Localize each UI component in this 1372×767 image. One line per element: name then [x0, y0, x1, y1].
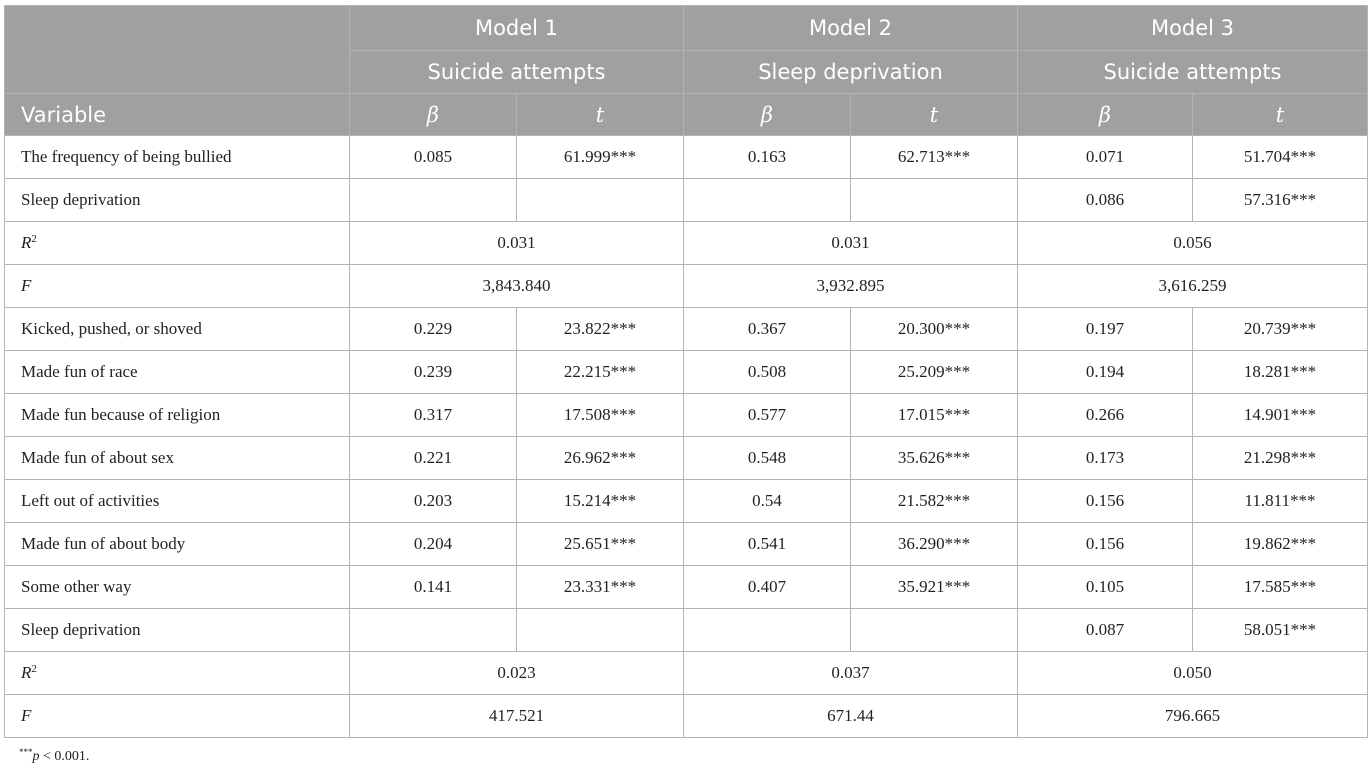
- table-row: [5, 695, 1368, 738]
- table-row: [5, 222, 1368, 265]
- model-1-beta-value: 0.221: [350, 437, 517, 480]
- model-2-stat-value: 0.031: [684, 222, 1018, 265]
- model-2-stat-value: 3,932.895: [684, 265, 1018, 308]
- model-3-beta-value: 0.087: [1018, 609, 1193, 652]
- model-2-t-value: [851, 179, 1018, 222]
- model-3-stat-value: 3,616.259: [1018, 265, 1368, 308]
- model-1-beta-value: 0.141: [350, 566, 517, 609]
- table-row: [5, 480, 1368, 523]
- model-3-t-value: 11.811***: [1193, 480, 1368, 523]
- model-2-beta-value: 0.367: [684, 308, 851, 351]
- model-1-t-header: t: [517, 94, 684, 136]
- stat-symbol: R: [21, 233, 32, 252]
- row-label: [5, 222, 350, 265]
- model-2-beta-value: 0.508: [684, 351, 851, 394]
- row-label: [5, 695, 350, 738]
- footnote-text: < 0.001.: [39, 749, 90, 764]
- model-3-beta-value: 0.266: [1018, 394, 1193, 437]
- model-2-beta-value: 0.541: [684, 523, 851, 566]
- model-3-beta-value: 0.156: [1018, 480, 1193, 523]
- model-1-stat-value: 0.023: [350, 652, 684, 695]
- model-3-t-value: 51.704***: [1193, 136, 1368, 179]
- model-1-beta-value: 0.085: [350, 136, 517, 179]
- model-2-beta-value: 0.548: [684, 437, 851, 480]
- table-header: [5, 6, 1368, 136]
- model-3-beta-value: 0.086: [1018, 179, 1193, 222]
- model-2-t-value: 20.300***: [851, 308, 1018, 351]
- model-1-t-value: 22.215***: [517, 351, 684, 394]
- model-2-t-value: 17.015***: [851, 394, 1018, 437]
- model-2-outcome: Sleep deprivation: [684, 51, 1018, 94]
- footnote-stars: ***: [19, 747, 33, 757]
- footnote-p: p: [32, 749, 40, 764]
- model-1-beta-value: 0.204: [350, 523, 517, 566]
- model-3-t-value: 21.298***: [1193, 437, 1368, 480]
- row-label: Some other way: [5, 566, 350, 609]
- model-1-beta-value: [350, 609, 517, 652]
- row-label: Left out of activities: [5, 480, 350, 523]
- variable-column-header: Variable: [5, 94, 350, 136]
- model-1-t-value: 61.999***: [517, 136, 684, 179]
- model-2-beta-value: 0.407: [684, 566, 851, 609]
- table-body: [5, 136, 1368, 738]
- model-2-beta-value: [684, 179, 851, 222]
- table-row: [5, 437, 1368, 480]
- table-row: [5, 566, 1368, 609]
- model-3-t-header: t: [1193, 94, 1368, 136]
- model-1-t-value: 25.651***: [517, 523, 684, 566]
- model-1-t-value: 23.822***: [517, 308, 684, 351]
- table-footnote: [19, 747, 89, 765]
- model-1-beta-value: 0.229: [350, 308, 517, 351]
- table-row: [5, 394, 1368, 437]
- model-2-t-value: 35.921***: [851, 566, 1018, 609]
- model-1-stat-value: 3,843.840: [350, 265, 684, 308]
- model-2-beta-header: β: [684, 94, 851, 136]
- table-row: [5, 179, 1368, 222]
- model-3-beta-value: 0.105: [1018, 566, 1193, 609]
- model-1-t-value: 17.508***: [517, 394, 684, 437]
- row-label: Made fun of about body: [5, 523, 350, 566]
- row-label: [5, 265, 350, 308]
- model-1-t-value: [517, 609, 684, 652]
- model-3-t-value: 20.739***: [1193, 308, 1368, 351]
- row-label: Made fun of race: [5, 351, 350, 394]
- model-1-beta-header: β: [350, 94, 517, 136]
- model-1-t-value: [517, 179, 684, 222]
- model-1-stat-value: 417.521: [350, 695, 684, 738]
- model-3-beta-value: 0.197: [1018, 308, 1193, 351]
- model-1-t-value: 23.331***: [517, 566, 684, 609]
- model-2-t-value: 35.626***: [851, 437, 1018, 480]
- model-2-beta-value: 0.577: [684, 394, 851, 437]
- stat-superscript: 2: [31, 233, 37, 245]
- model-2-header: Model 2: [684, 6, 1018, 51]
- model-3-t-value: 58.051***: [1193, 609, 1368, 652]
- model-2-beta-value: [684, 609, 851, 652]
- table-row: [5, 523, 1368, 566]
- model-2-t-value: 25.209***: [851, 351, 1018, 394]
- regression-table-container: [4, 5, 1367, 738]
- model-3-t-value: 19.862***: [1193, 523, 1368, 566]
- model-3-stat-value: 0.056: [1018, 222, 1368, 265]
- model-3-t-value: 18.281***: [1193, 351, 1368, 394]
- stat-superscript: 2: [31, 663, 37, 675]
- model-1-header: Model 1: [350, 6, 684, 51]
- model-3-t-value: 17.585***: [1193, 566, 1368, 609]
- model-3-beta-value: 0.071: [1018, 136, 1193, 179]
- row-label: Made fun of about sex: [5, 437, 350, 480]
- model-3-beta-value: 0.173: [1018, 437, 1193, 480]
- model-1-beta-value: 0.239: [350, 351, 517, 394]
- model-3-stat-value: 796.665: [1018, 695, 1368, 738]
- model-2-beta-value: 0.163: [684, 136, 851, 179]
- model-2-t-value: [851, 609, 1018, 652]
- table-row: [5, 308, 1368, 351]
- model-1-outcome: Suicide attempts: [350, 51, 684, 94]
- regression-table: [4, 5, 1368, 738]
- model-2-t-header: t: [851, 94, 1018, 136]
- model-1-beta-value: [350, 179, 517, 222]
- model-3-t-value: 57.316***: [1193, 179, 1368, 222]
- model-3-beta-value: 0.156: [1018, 523, 1193, 566]
- stat-symbol: R: [21, 663, 32, 682]
- table-row: [5, 609, 1368, 652]
- row-label: Kicked, pushed, or shoved: [5, 308, 350, 351]
- model-1-t-value: 15.214***: [517, 480, 684, 523]
- row-label: Made fun because of religion: [5, 394, 350, 437]
- stat-symbol: F: [21, 276, 32, 295]
- model-1-beta-value: 0.317: [350, 394, 517, 437]
- stat-symbol: F: [21, 706, 32, 725]
- table-row: [5, 265, 1368, 308]
- row-label: [5, 652, 350, 695]
- model-3-beta-header: β: [1018, 94, 1193, 136]
- model-2-t-value: 36.290***: [851, 523, 1018, 566]
- row-label: Sleep deprivation: [5, 609, 350, 652]
- model-2-stat-value: 671.44: [684, 695, 1018, 738]
- model-2-beta-value: 0.54: [684, 480, 851, 523]
- table-row: [5, 652, 1368, 695]
- model-3-header: Model 3: [1018, 6, 1368, 51]
- model-3-beta-value: 0.194: [1018, 351, 1193, 394]
- model-1-t-value: 26.962***: [517, 437, 684, 480]
- row-label: The frequency of being bullied: [5, 136, 350, 179]
- model-3-outcome: Suicide attempts: [1018, 51, 1368, 94]
- table-row: [5, 136, 1368, 179]
- model-1-beta-value: 0.203: [350, 480, 517, 523]
- header-blank-cell: [5, 6, 350, 94]
- model-2-t-value: 62.713***: [851, 136, 1018, 179]
- model-2-t-value: 21.582***: [851, 480, 1018, 523]
- model-1-stat-value: 0.031: [350, 222, 684, 265]
- model-2-stat-value: 0.037: [684, 652, 1018, 695]
- row-label: Sleep deprivation: [5, 179, 350, 222]
- table-row: [5, 351, 1368, 394]
- model-3-t-value: 14.901***: [1193, 394, 1368, 437]
- model-3-stat-value: 0.050: [1018, 652, 1368, 695]
